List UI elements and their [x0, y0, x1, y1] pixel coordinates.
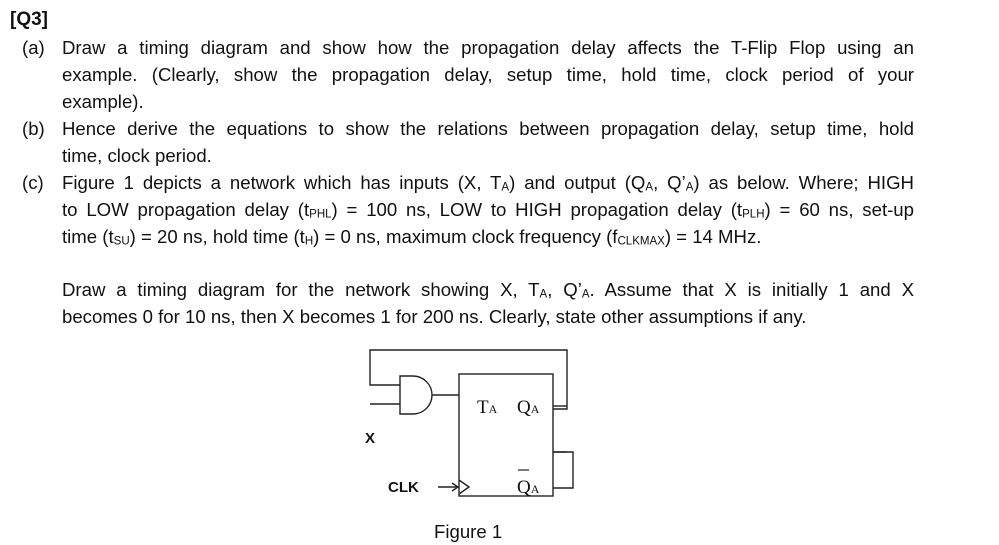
ff-qa-label: QA [517, 397, 540, 418]
part-b-line-1: Hence derive the equations to show the relations between propagation delay, setup time, hold [62, 118, 914, 139]
instruction-line-2: becomes 0 for 10 ns, then X becomes 1 for 200 ns. Clearly, state other assumptions if any. [62, 306, 807, 327]
instruction-line-1: Draw a timing diagram for the network showing X, $T_A$, $Q’_A$. Assume that X is initially 1 and X [62, 279, 914, 301]
wire-qabar-loop [553, 452, 573, 488]
clock-triangle [459, 480, 469, 494]
part-c-label: (c) [22, 172, 44, 193]
flip-flop-box [459, 374, 553, 496]
ff-qabar-label: QA [517, 477, 540, 498]
input-x-label: X [365, 430, 376, 447]
part-a-label: (a) [22, 37, 45, 58]
ff-ta-label: TA [477, 397, 498, 418]
part-b-line-2: time, clock period. [62, 145, 212, 166]
part-b-label: (b) [22, 118, 45, 139]
circuit-diagram [355, 340, 585, 520]
figure-caption: Figure 1 [434, 521, 503, 542]
input-clk-label: CLK [388, 479, 419, 496]
and-gate [400, 376, 432, 414]
part-c-line-1: Figure 1 depicts a network which has inputs (X, $T_A$) and output ($Q_A$, $Q’_A$) as below. Where; HIGH [62, 172, 914, 194]
part-a-line-1: Draw a timing diagram and show how the propagation delay affects the T-Flip Flop using an [62, 37, 914, 58]
part-c-line-3: time $(t_{SU}) = 20$ ns, hold time $(t_H) = 0$ ns, maximum clock frequency $(f_{CLKMAX}) = 14$ MHz. [62, 226, 762, 248]
part-c-line-2: to LOW propagation delay $(t_{PHL}) = 100$ ns, LOW to HIGH propagation delay $(t_{PLH}) = 60$ ns, set-up [62, 199, 914, 221]
question-number: [Q3] [10, 9, 48, 30]
part-a-line-3: example). [62, 91, 144, 112]
part-a-line-2: example. (Clearly, show the propagation delay, setup time, hold time, clock period of your [62, 64, 914, 85]
